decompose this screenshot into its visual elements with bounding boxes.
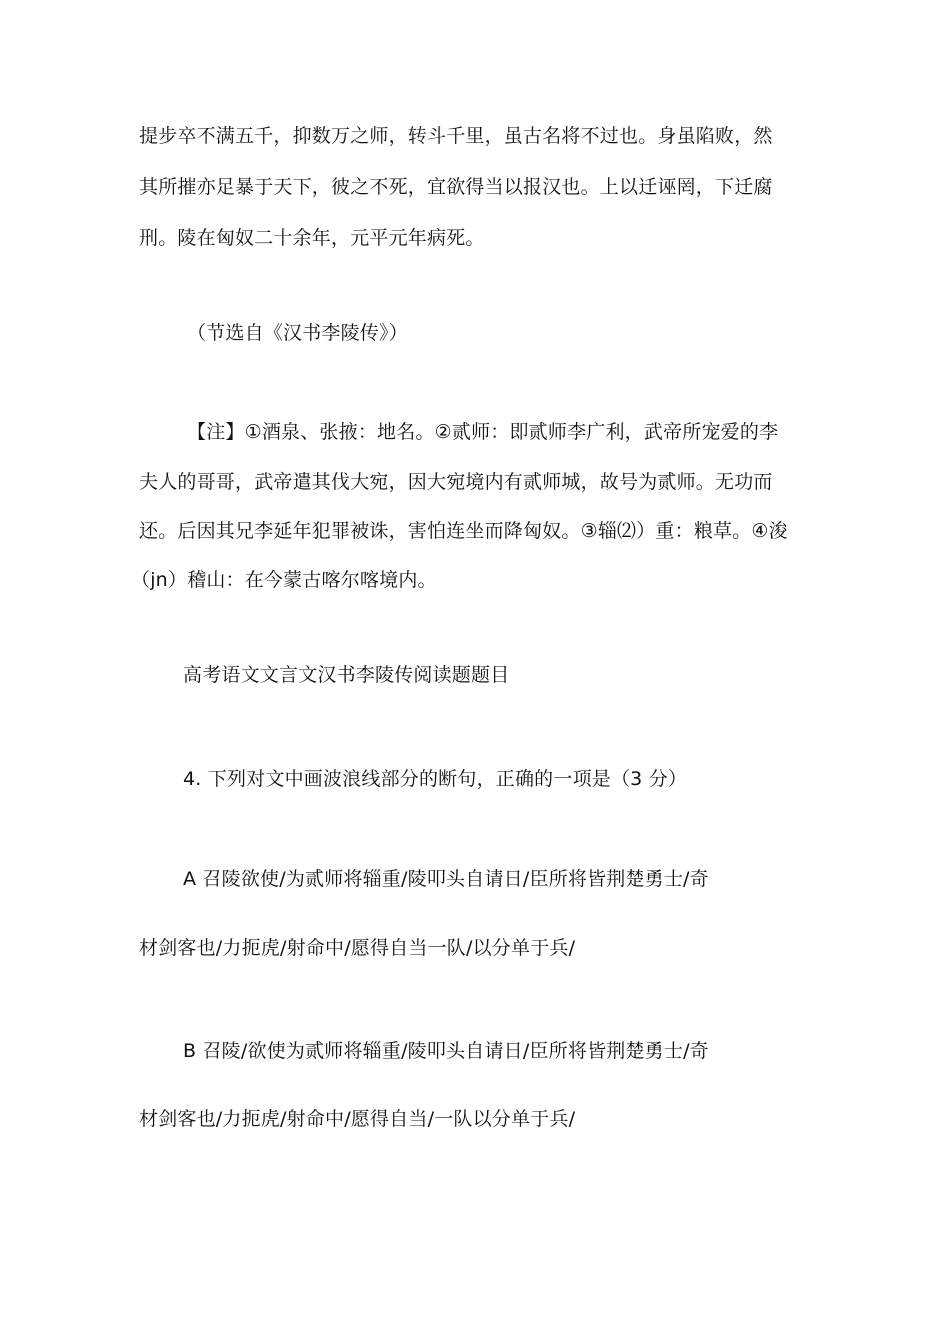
notes-line-3: 还。后因其兄李延年犯罪被诛，害怕连坐而降匈奴。③辎⑵）重：粮草。④浚 <box>139 520 788 542</box>
section-title: 高考语文文言文汉书李陵传阅读题题目 <box>183 664 510 686</box>
option-b-line-1: B 召陵/欲使为贰师将辎重/陵叩头自请日/臣所将皆荆楚勇士/奇 <box>183 1040 709 1062</box>
question-text: 4. 下列对文中画波浪线部分的断句，正确的一项是（3 分） <box>183 768 688 790</box>
option-a-line-2: 材剑客也/力扼虎/射命中/愿得自当一队/以分单于兵/ <box>139 937 576 959</box>
option-b-line-2: 材剑客也/力扼虎/射命中/愿得自当/一队以分单于兵/ <box>139 1108 576 1130</box>
passage-line-3: 刑。陵在匈奴二十余年，元平元年病死。 <box>139 227 485 249</box>
option-a-line-1: A 召陵欲使/为贰师将辎重/陵叩头自请日/臣所将皆荆楚勇士/奇 <box>183 868 709 890</box>
notes-line-1: 【注】①酒泉、张掖：地名。②贰师：即贰师李广利，武帝所宠爱的李 <box>187 421 779 443</box>
notes-line-4: （jn）稽山：在今蒙古喀尔喀境内。 <box>131 569 437 591</box>
passage-line-1: 提步卒不满五千，抑数万之师，转斗千里，虽古名将不过也。身虽陷败，然 <box>139 125 773 147</box>
notes-line-2: 夫人的哥哥，武帝遣其伐大宛，因大宛境内有贰师城，故号为贰师。无功而 <box>139 471 773 493</box>
source-citation: （节选自《汉书李陵传》） <box>187 322 408 344</box>
passage-line-2: 其所摧亦足暴于天下，彼之不死，宜欲得当以报汉也。上以迁诬罔，下迁腐 <box>139 176 773 198</box>
